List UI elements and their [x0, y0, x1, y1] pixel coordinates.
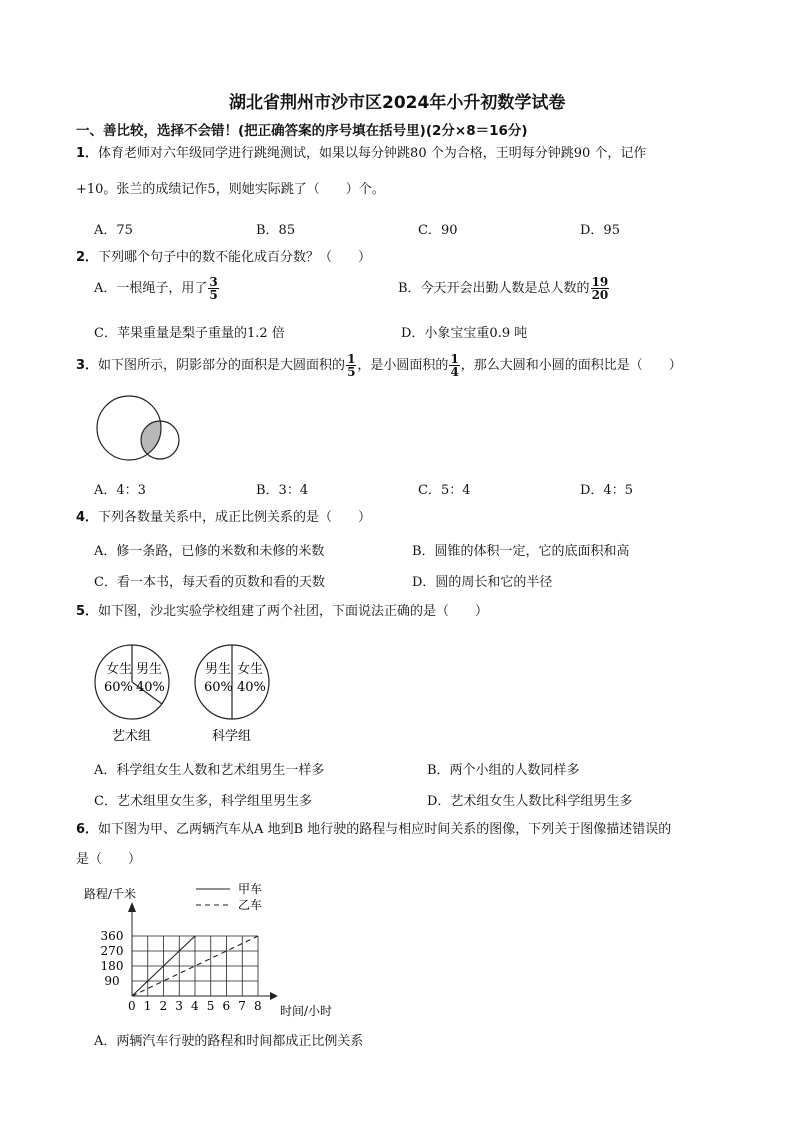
question-6-line2: 是（ ）: [76, 852, 142, 867]
question-1-line1: [76, 145, 646, 163]
question-4-text: 下列各数量关系中，成正比例关系的是（ ）: [98, 510, 372, 525]
q1-option-b: B．85: [256, 223, 296, 238]
q4-option-a: A．修一条路，已修的米数和未修的米数: [94, 544, 325, 559]
question-3-text-2: ，是小圆面积的: [357, 358, 449, 373]
pie-2-left-label: 男生: [205, 662, 232, 677]
question-number: 1．: [76, 146, 99, 161]
q5-option-d: D．艺术组女生人数比科学组男生多: [427, 794, 633, 809]
question-2-stem: [76, 249, 371, 267]
x-tick-label: 2: [159, 999, 168, 1013]
q2-option-c: C．苹果重量是梨子重量的1.2 倍: [94, 326, 285, 341]
question-3-text-1: 如下图所示，阴影部分的面积是大圆面积的: [98, 358, 346, 373]
page-title: 湖北省荆州市沙市区2024年小升初数学试卷: [229, 93, 566, 113]
question-6-text: 如下图为甲、乙两辆汽车从A 地到B 地行驶的路程与相应时间关系的图像，下列关于图像描述错误的: [98, 822, 672, 837]
x-tick-label: 4: [191, 999, 199, 1013]
pie-1-caption: 艺术组: [112, 729, 152, 744]
x-tick-label: 7: [238, 999, 246, 1013]
question-3-stem: [76, 353, 682, 378]
fraction: [449, 353, 459, 378]
x-tick-label: 3: [175, 999, 183, 1013]
chart-legend: [196, 882, 262, 912]
fraction: [208, 276, 218, 301]
fraction-denominator: 5: [347, 365, 356, 379]
q2-option-b-text: B．今天开会出勤人数是总人数的: [398, 281, 590, 296]
q3-option-d: D．4：5: [580, 483, 633, 498]
pie-1-left-label: 女生: [106, 662, 133, 677]
q1-option-a: A．75: [94, 223, 133, 238]
section-heading: 一、善比较，选择不会错！(把正确答案的序号填在括号里)(2分×8＝16分): [76, 123, 528, 139]
q5-option-c: C．艺术组里女生多，科学组里男生多: [94, 794, 312, 809]
y-tick-label: 360: [100, 929, 124, 943]
q3-option-a: A．4：3: [94, 483, 146, 498]
y-tick-label: 270: [100, 944, 124, 958]
q6-option-a: A．两辆汽车行驶的路程和时间都成正比例关系: [94, 1034, 364, 1049]
question-1-text: 体育老师对六年级同学进行跳绳测试，如果以每分钟跳80 个为合格，王明每分钟跳90 个，记作: [98, 146, 647, 161]
question-number: 3．: [76, 358, 99, 373]
x-axis-arrow: [270, 992, 278, 1000]
q3-option-b: B．3：4: [256, 483, 309, 498]
distance-time-chart: [78, 876, 358, 1021]
fraction: [346, 353, 356, 378]
question-4-stem: [76, 509, 371, 527]
fraction-numerator: 1: [450, 352, 459, 366]
question-5-text: 如下图，沙北实验学校组建了两个社团，下面说法正确的是（ ）: [98, 604, 489, 619]
fraction-denominator: 20: [591, 288, 609, 302]
question-number: 6．: [76, 822, 99, 837]
q5-option-a: A．科学组女生人数和艺术组男生一样多: [94, 763, 325, 778]
pie-2-left-pct: 60%: [204, 680, 233, 695]
x-tick-label: 5: [206, 999, 215, 1013]
pie-1-right-pct: 40%: [136, 680, 165, 695]
q5-option-b: B．两个小组的人数同样多: [427, 763, 580, 778]
q4-option-b: B．圆锥的体积一定，它的底面积和高: [412, 544, 630, 559]
pie-1-left-pct: 60%: [104, 680, 133, 695]
x-tick-label: 8: [254, 999, 262, 1013]
y-tick-label: 180: [100, 959, 124, 973]
legend-label: 甲车: [238, 882, 263, 896]
x-tick-label: 6: [222, 999, 231, 1013]
x-tick-label: 0: [128, 999, 136, 1013]
legend-label: 乙车: [238, 898, 263, 912]
x-tick-label: 1: [143, 999, 152, 1013]
y-axis-label: 路程/千米: [84, 887, 137, 901]
q2-option-d: D．小象宝宝重0.9 吨: [401, 326, 528, 341]
pie-2-right-pct: 40%: [237, 680, 266, 695]
q1-option-d: D．95: [580, 223, 620, 238]
question-number: 2．: [76, 250, 99, 265]
question-1-line2: +10。张兰的成绩记作5，则她实际跳了（ ）个。: [76, 182, 385, 197]
pie-2-caption: 科学组: [212, 729, 252, 744]
fraction-denominator: 4: [450, 365, 459, 379]
overlapping-circles-figure: [92, 393, 187, 468]
fraction-numerator: 3: [209, 275, 218, 289]
q3-option-c: C．5：4: [418, 483, 471, 498]
fraction-numerator: 19: [591, 275, 609, 289]
question-2-text: 下列哪个句子中的数不能化成百分数？（ ）: [98, 250, 372, 265]
question-number: 4．: [76, 510, 99, 525]
question-6-line1: [76, 821, 671, 839]
fraction: [591, 276, 610, 301]
x-axis-label: 时间/小时: [280, 1004, 333, 1018]
chart-ticks: [101, 929, 262, 1013]
question-5-stem: [76, 603, 488, 621]
y-tick-label: 90: [104, 974, 120, 988]
q2-option-a-text: A．一根绳子，用了: [94, 281, 208, 296]
q2-option-b: [398, 276, 610, 301]
fraction-denominator: 5: [209, 288, 218, 302]
q4-option-c: C．看一本书，每天看的页数和看的天数: [94, 575, 325, 590]
q2-option-a: [94, 276, 220, 301]
pie-charts-figure: [92, 642, 282, 744]
question-3-text-3: ，那么大圆和小圆的面积比是（ ）: [460, 358, 682, 373]
fraction-numerator: 1: [347, 352, 356, 366]
pie-2-right-label: 女生: [237, 662, 264, 677]
q4-option-d: D．圆的周长和它的半径: [412, 575, 553, 590]
pie-1-right-label: 男生: [136, 662, 163, 677]
q1-option-c: C．90: [418, 223, 458, 238]
question-number: 5．: [76, 604, 99, 619]
y-axis-arrow: [128, 902, 136, 912]
